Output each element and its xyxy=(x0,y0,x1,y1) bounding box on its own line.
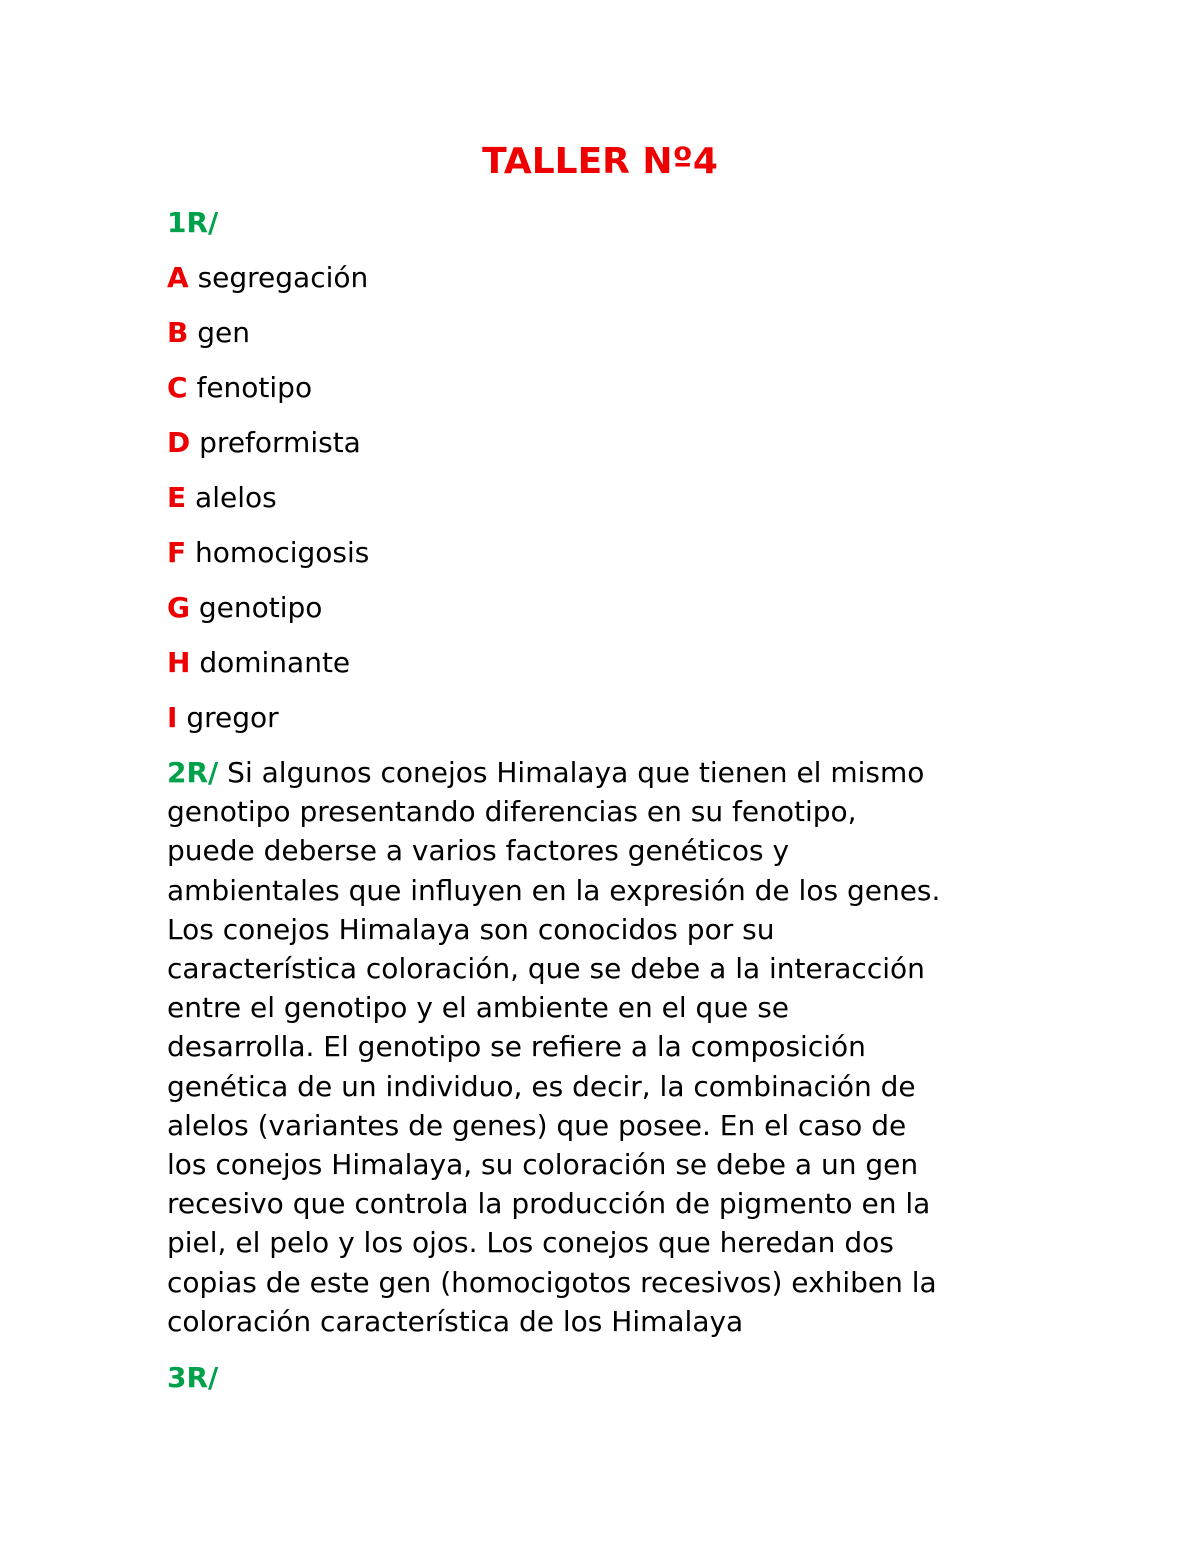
item-answer: preformista xyxy=(190,426,361,459)
paragraph-line: alelos (variantes de genes) que posee. En el caso de xyxy=(167,1108,907,1142)
paragraph-line: copias de este gen (homocigotos recesivos) exhiben la xyxy=(167,1265,937,1299)
paragraph-line: recesivo que controla la producción de pigmento en la xyxy=(167,1187,931,1221)
paragraph-line: genética de un individuo, es decir, la combinación de xyxy=(167,1069,916,1103)
answer-1-item-h xyxy=(167,643,350,683)
paragraph-line: los conejos Himalaya, su coloración se debe a un gen xyxy=(167,1148,919,1182)
document-title: TALLER Nº4 xyxy=(482,141,718,182)
item-answer: genotipo xyxy=(189,591,323,624)
paragraph-line: puede deberse a varios factores genéticos y xyxy=(167,834,790,868)
paragraph-text: Si algunos conejos Himalaya que tienen el mismo xyxy=(218,756,925,789)
item-answer: gregor xyxy=(177,701,279,734)
item-letter: A xyxy=(167,261,189,294)
item-letter: C xyxy=(167,371,188,404)
paragraph-line: Los conejos Himalaya son conocidos por su xyxy=(167,912,775,946)
answer-1-heading: 1R/ xyxy=(167,206,219,239)
item-letter: I xyxy=(167,701,178,734)
item-answer: homocigosis xyxy=(186,536,370,569)
item-letter: F xyxy=(167,536,187,569)
paragraph-line: coloración característica de los Himalaya xyxy=(167,1304,744,1338)
item-answer: fenotipo xyxy=(187,371,313,404)
paragraph-line: genotipo presentando diferencias en su fenotipo, xyxy=(167,795,857,829)
answer-3-heading: 3R/ xyxy=(167,1361,219,1394)
paragraph-line: desarrolla. El genotipo se refiere a la composición xyxy=(167,1030,866,1064)
item-letter: B xyxy=(167,316,189,349)
answer-1-item-b xyxy=(167,313,250,353)
answer-2-paragraph xyxy=(167,753,1047,1341)
paragraph-line xyxy=(167,753,1047,792)
item-answer: alelos xyxy=(186,481,277,514)
answer-1-item-f xyxy=(167,533,369,573)
answer-1-item-a xyxy=(167,258,368,298)
answer-1-item-g xyxy=(167,588,322,628)
paragraph-line: entre el genotipo y el ambiente en el que se xyxy=(167,991,790,1025)
answer-1-item-c xyxy=(167,368,312,408)
answer-1-item-e xyxy=(167,478,277,518)
paragraph-line: característica coloración, que se debe a la interacción xyxy=(167,952,925,986)
answer-1-item-i xyxy=(167,698,279,738)
answer-2-heading: 2R/ xyxy=(167,756,219,789)
item-answer: dominante xyxy=(190,646,351,679)
item-answer: gen xyxy=(188,316,250,349)
item-answer: segregación xyxy=(188,261,369,294)
answer-1-item-d xyxy=(167,423,361,463)
item-letter: E xyxy=(167,481,187,514)
item-letter: D xyxy=(167,426,191,459)
paragraph-line: piel, el pelo y los ojos. Los conejos que heredan dos xyxy=(167,1226,894,1260)
item-letter: H xyxy=(167,646,191,679)
paragraph-line: ambientales que influyen en la expresión de los genes. xyxy=(167,873,941,907)
item-letter: G xyxy=(167,591,190,624)
